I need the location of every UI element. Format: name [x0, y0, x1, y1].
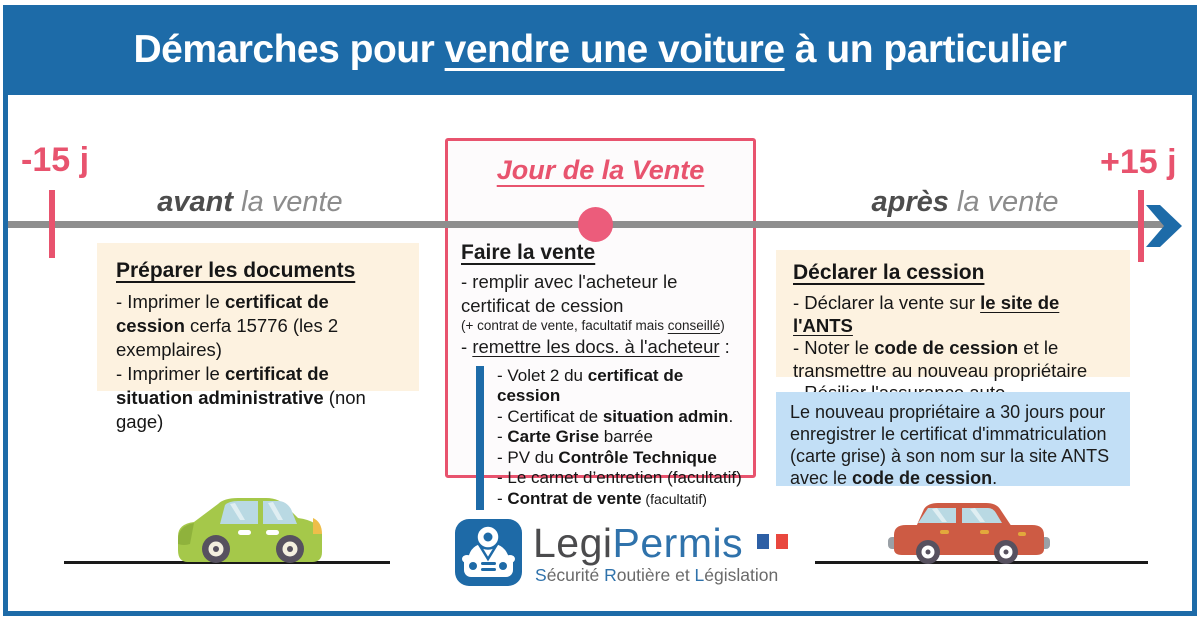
fill-certificate-line: - remplir avec l'acheteur le certificat de cession: [461, 271, 678, 316]
prepare-documents-body: - Imprimer le certificat de cession cerfa 15776 (les 2 exemplaires) - Imprimer le certificat de situation administrative (non gage): [116, 291, 366, 433]
list-item: - Certificat de situation admin.: [497, 406, 734, 426]
list-item: - Carte Grise barrée: [497, 427, 653, 447]
logo-tagline: Sécurité Routière et Législation: [535, 565, 779, 585]
timeline-arrow-icon: [1144, 203, 1184, 249]
red-car-icon: [888, 499, 1050, 564]
declare-transfer-heading: Déclarer la cession: [793, 261, 985, 284]
before-sale-label: avant la vente: [157, 186, 343, 218]
declare-transfer-body: - Déclarer la vente sur le site de l'ANTS - Noter le code de cession et le transmettre au nouveau propriétaire: [793, 292, 1088, 381]
list-item: - Contrat de vente (facultatif): [497, 488, 707, 508]
legipermis-app-icon: [455, 519, 522, 586]
sale-day-box: [445, 138, 756, 508]
plus-15-days-label: +15 j: [1100, 143, 1177, 181]
new-owner-note-box: Le nouveau propriétaire a 30 jours pour enregistrer le certificat d'immatriculation (carte grise) à son nom sur la site ANTS avec le code de cession.: [776, 392, 1130, 486]
sale-day-title: Jour de la Vente: [496, 155, 705, 185]
handover-docs-line: - remettre les docs. à l'acheteur :: [461, 336, 730, 358]
sale-day-content: [461, 241, 743, 510]
sale-day-dot: [578, 207, 613, 242]
green-car-icon: [170, 492, 338, 564]
flag-blue-square: [757, 534, 769, 549]
declare-transfer-box: [776, 250, 1130, 381]
flag-red-square: [776, 534, 788, 549]
make-the-sale-heading: Faire la vente: [461, 241, 596, 264]
sale-contract-note: (+ contrat de vente, facultatif mais conseillé): [461, 318, 725, 334]
minus-15-days-label: -15 j: [21, 141, 90, 179]
list-item: - Le carnet d’entretien (facultatif): [497, 468, 742, 488]
header-band: [3, 5, 1197, 95]
list-item: - PV du Contrôle Technique: [497, 447, 717, 467]
title-prefix: Démarches pour: [133, 28, 445, 71]
title-underlined-part: vendre une voiture: [444, 28, 785, 71]
after-sale-label: après la vente: [871, 186, 1059, 218]
documents-list: [476, 366, 743, 509]
prepare-documents-heading: Préparer les documents: [116, 259, 356, 282]
list-item: - Volet 2 du certificat de cession: [497, 366, 684, 405]
timeline-tick-minus15: [49, 190, 55, 258]
page-title: [134, 28, 1067, 72]
prepare-documents-box: [97, 243, 419, 433]
title-suffix: à un particulier: [784, 28, 1067, 71]
logo-wordmark: LegiPermis: [533, 520, 788, 567]
